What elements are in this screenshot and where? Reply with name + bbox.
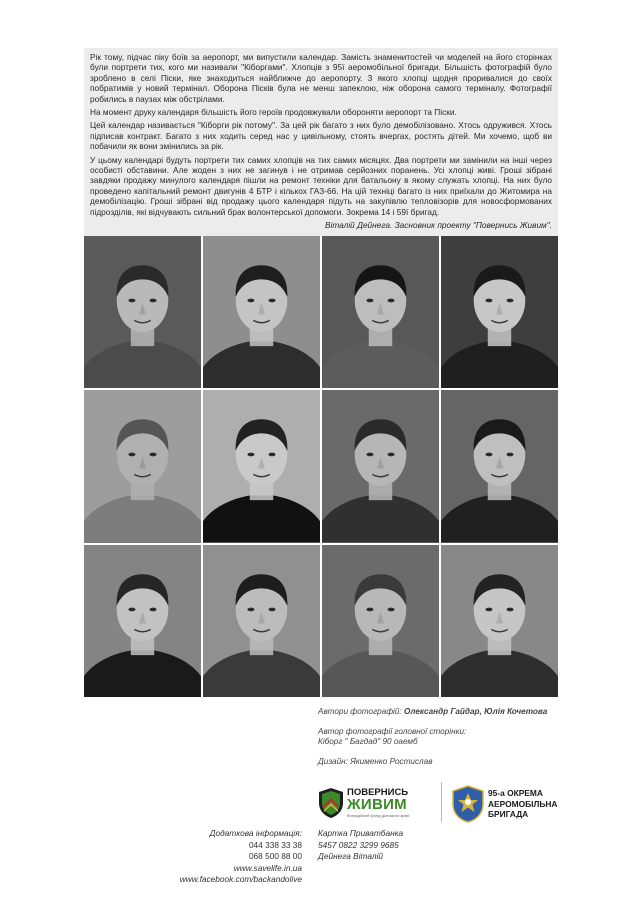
povernys-line1: ПОВЕРНИСЬ <box>347 787 409 798</box>
photo-authors-label: Автори фотографій: <box>318 707 402 716</box>
portrait-photo <box>203 236 320 388</box>
portrait-photo <box>84 236 201 388</box>
design-label: Дизайн: <box>318 756 348 766</box>
intro-paragraph: Цей календар називається "Кіборги рік потому". За цей рік багато з них було демобілізовано. Хтось одружився. Хтось підписав контракт. Багато з них ходить серед нас у цивільному, стоять вчергах, ростять дітей. Ми хочемо, щоб ви побачили як вони змінились за рік. <box>90 120 552 152</box>
photo-authors: Олександр Гайдар, Юлія Кочетова <box>404 707 548 716</box>
website-link[interactable]: www.savelife.in.ua <box>233 862 302 873</box>
intro-paragraph: На момент друку календаря більшість його героїв продовжували обороняти аеропорт та Піски. <box>90 107 457 118</box>
portrait-photo <box>441 390 558 542</box>
cover-author-label: Автор фотографії головної сторінки: <box>318 726 467 736</box>
portrait-photo <box>322 236 439 388</box>
portrait-photo <box>322 545 439 697</box>
povernys-shield-icon <box>318 787 344 819</box>
facebook-link[interactable]: www.facebook.com/backandolive <box>179 874 302 885</box>
phone-1: 044 338 33 38 <box>248 839 302 850</box>
portrait-photo <box>203 390 320 542</box>
info-label: Додаткова інформація: <box>209 828 302 838</box>
brigade-emblem-icon <box>452 785 484 823</box>
card-number: 5457 0822 3299 9685 <box>318 839 399 850</box>
brigade-line2: АЕРОМОБІЛЬНА <box>488 798 558 809</box>
credits <box>318 707 578 776</box>
brigade-line1: 95-а ОКРЕМА <box>488 788 543 798</box>
cover-author: Кіборг " Багдад" 90 оаемб <box>318 737 418 746</box>
portrait-photo <box>84 545 201 697</box>
logo-divider <box>441 782 442 822</box>
portrait-photo <box>441 545 558 697</box>
contact-info <box>140 828 302 886</box>
cover-author-credit <box>318 727 578 748</box>
brigade-95-logo <box>452 785 602 825</box>
intro-paragraph: Рік тому, підчас піку боїв за аеропорт, ми випустили календар. Замість знаменитостей чи моделей на його сторінках були портрети тих, кого ми називали "Кіборгами". Хлопців з 95ї аеромобільної бригади. Більшість фотографій було зроблено в селі Піски, яке знаходиться найближче до аеропорту. З якого хлопці щодня проривалися до своїх побратимів у новий термінал. Оборона Пісків була не менш запеклою, ніж оборона самого терміналу. Фотографії робились в паузах між обстрілами. <box>90 52 552 104</box>
card-label: Картка Приватбанка <box>318 828 404 838</box>
povernys-tagline: благодійний фонд допомоги армії <box>347 813 410 818</box>
design-author: Якименко Ростислав <box>350 756 433 766</box>
card-owner: Дейнега Віталій <box>318 851 384 862</box>
povernys-zhyvym-logo <box>318 784 438 824</box>
intro-paragraph: У цьому календарі будуть портрети тих самих хлопців на тих самих місяцях. Два портрети ми замінили на інші через особисті обставини. Але жоден з них не загинув і не отримав серйозних поранень. Усі хлопці живі. Гроші зібрані завдяки продажу минулого календаря пішли на ремонт техніки для батальону в якому служать хлопці. На них було проведено капітальний ремонт двигунів 4 БТР і кількох ГАЗ-66. На цій техніці багато із них приїхали до Житомира на демобілізацію. Гроші зібрані від продажу цього календаря підуть на закупівлю тепловізорів для новосформованих підрозділів, які відчувають сильний брак волонтерської допомоги. Зокрема 14 і 59ї бригад. <box>90 154 552 217</box>
portrait-photo <box>322 390 439 542</box>
povernys-line2: ЖИВИМ <box>347 796 407 813</box>
intro-signature: Віталій Дейнега. Засновник проекту "Повернись Живим". <box>324 220 552 231</box>
intro-text-panel <box>84 48 558 236</box>
photo-authors-credit <box>318 707 578 718</box>
portrait-photo <box>84 390 201 542</box>
brigade-line3: БРИГАДА <box>488 809 529 820</box>
portrait-grid <box>84 236 558 697</box>
portrait-photo <box>441 236 558 388</box>
phone-2: 068 500 88 00 <box>248 851 302 862</box>
brigade-name <box>488 788 557 820</box>
design-credit <box>318 757 578 768</box>
portrait-photo <box>203 545 320 697</box>
bank-card-info <box>318 828 478 863</box>
